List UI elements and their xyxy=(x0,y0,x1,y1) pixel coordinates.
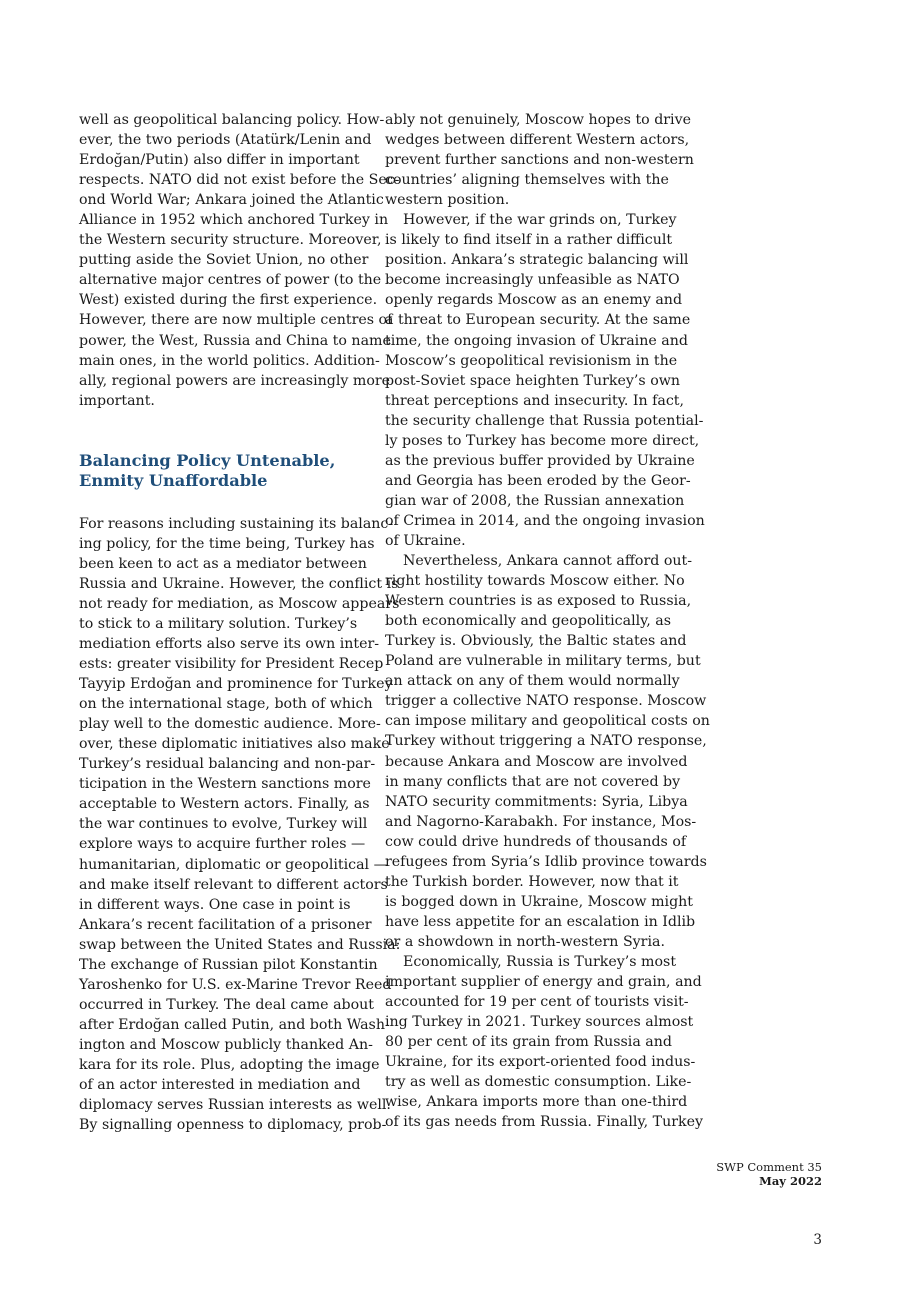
text-line: or a showdown in north-western Syria. xyxy=(385,933,665,950)
text-line: mediation efforts also serve its own inter- xyxy=(79,635,380,652)
right-paragraph-3 xyxy=(385,551,710,952)
text-line: prevent further sanctions and non-western xyxy=(385,152,694,169)
text-line: right hostility towards Moscow either. No xyxy=(385,573,685,590)
text-line: humanitarian, diplomatic or geopolitical — xyxy=(79,856,388,873)
text-line: on the international stage, both of which xyxy=(79,696,373,713)
text-line: ond World War; Ankara joined the Atlantic xyxy=(79,192,384,209)
text-line: because Ankara and Moscow are involved xyxy=(385,753,688,770)
text-line: Yaroshenko for U.S. ex-Marine Trevor Reed xyxy=(79,976,392,993)
text-line: time, the ongoing invasion of Ukraine and xyxy=(385,332,688,349)
text-line: ington and Moscow publicly thanked An- xyxy=(79,1036,373,1053)
text-line: in different ways. One case in point is xyxy=(79,896,351,913)
text-line: accounted for 19 per cent of tourists visit- xyxy=(385,994,689,1011)
text-line: have less appetite for an escalation in Idlib xyxy=(385,913,696,930)
footer-date: May 2022 xyxy=(759,1174,822,1188)
text-line: main ones, in the world politics. Addition- xyxy=(79,352,380,369)
text-line: of its gas needs from Russia. Finally, Turkey xyxy=(385,1114,703,1131)
text-line: the Western security structure. Moreover, xyxy=(79,232,382,249)
text-line: ably not genuinely, Moscow hopes to drive xyxy=(385,112,692,128)
text-line: a threat to European security. At the same xyxy=(385,312,691,329)
text-line: is likely to find itself in a rather difficult xyxy=(385,232,673,249)
text-line: Tayyip Erdoğan and prominence for Turkey xyxy=(79,676,393,693)
text-line: putting aside the Soviet Union, no other xyxy=(79,252,369,269)
text-line: after Erdoğan called Putin, and both Wash- xyxy=(79,1016,390,1033)
right-paragraph-4 xyxy=(385,952,703,1132)
text-line: Turkey without triggering a NATO response, xyxy=(385,733,707,750)
text-line: kara for its role. Plus, adopting the image xyxy=(79,1056,380,1073)
left-column xyxy=(79,110,401,1135)
text-line: threat perceptions and insecurity. In fact, xyxy=(385,392,684,409)
text-line: Ukraine, for its export-oriented food indus- xyxy=(385,1054,696,1071)
text-line: acceptable to Western actors. Finally, as xyxy=(79,796,370,813)
text-line: trigger a collective NATO response. Moscow xyxy=(385,693,707,710)
text-line: can impose military and geopolitical costs on xyxy=(385,713,710,730)
text-line: not ready for mediation, as Moscow appears xyxy=(79,595,400,612)
text-line: Western countries is as exposed to Russia, xyxy=(385,593,692,610)
section-heading-line: Enmity Unaffordable xyxy=(79,470,268,490)
text-line: important. xyxy=(79,392,155,409)
section-heading-line: Balancing Policy Untenable, xyxy=(79,450,336,470)
page-footer xyxy=(716,1160,822,1188)
text-line: West) existed during the first experience. xyxy=(79,292,378,309)
text-line: wedges between different Western actors, xyxy=(385,132,690,149)
text-line: Erdoğan/Putin) also differ in important xyxy=(79,152,360,169)
text-line: become increasingly unfeasible as NATO xyxy=(385,272,680,289)
text-line: Economically, Russia is Turkey’s most xyxy=(403,953,677,970)
text-line: Poland are vulnerable in military terms, but xyxy=(385,653,701,670)
text-line: try as well as domestic consumption. Like- xyxy=(385,1074,692,1091)
text-line: Alliance in 1952 which anchored Turkey in xyxy=(79,212,389,229)
text-line: The exchange of Russian pilot Konstantin xyxy=(79,956,378,973)
right-paragraph-2 xyxy=(385,210,705,551)
text-line: diplomacy serves Russian interests as well. xyxy=(79,1097,391,1114)
text-line: position. Ankara’s strategic balancing will xyxy=(385,252,689,269)
left-paragraph-2 xyxy=(79,514,401,1135)
text-line: important supplier of energy and grain, and xyxy=(385,974,702,991)
text-line: openly regards Moscow as an enemy and xyxy=(385,292,683,309)
text-line: been keen to act as a mediator between xyxy=(79,555,367,572)
text-line: However, there are now multiple centres of xyxy=(79,312,393,329)
text-line: Ankara’s recent facilitation of a prisoner xyxy=(79,916,372,933)
text-line: However, if the war grinds on, Turkey xyxy=(403,212,677,229)
text-line: NATO security commitments: Syria, Libya xyxy=(385,793,688,810)
text-line: over, these diplomatic initiatives also make xyxy=(79,736,390,753)
page-number: 3 xyxy=(813,1232,822,1248)
text-line: ly poses to Turkey has become more direct, xyxy=(385,432,700,449)
text-line: western position. xyxy=(385,192,510,209)
text-line: occurred in Turkey. The deal came about xyxy=(79,996,375,1013)
text-line: Russia and Ukraine. However, the conflict is xyxy=(79,575,399,592)
text-line: is bogged down in Ukraine, Moscow might xyxy=(385,893,693,910)
text-line: Turkey is. Obviously, the Baltic states and xyxy=(385,633,687,650)
text-line: By signalling openness to diplomacy, prob- xyxy=(79,1117,387,1134)
text-line: explore ways to acquire further roles — xyxy=(79,836,366,853)
text-line: For reasons including sustaining its balanc- xyxy=(79,515,394,532)
text-line: cow could drive hundreds of thousands of xyxy=(385,833,687,850)
text-line: the war continues to evolve, Turkey will xyxy=(79,816,368,833)
text-line: ever, the two periods (Atatürk/Lenin and xyxy=(79,132,372,149)
text-line: an attack on any of them would normally xyxy=(385,673,680,690)
text-line: well as geopolitical balancing policy. How- xyxy=(79,112,385,128)
text-line: gian war of 2008, the Russian annexation xyxy=(385,492,685,509)
text-line: alternative major centres of power (to the xyxy=(79,272,382,289)
text-line: play well to the domestic audience. More- xyxy=(79,716,381,733)
text-line: ing policy, for the time being, Turkey has xyxy=(79,535,375,552)
footer-series: SWP Comment 35 xyxy=(716,1160,822,1174)
text-line: both economically and geopolitically, as xyxy=(385,613,672,630)
text-line: wise, Ankara imports more than one-third xyxy=(385,1094,688,1111)
text-line: as the previous buffer provided by Ukraine xyxy=(385,452,695,469)
text-line: in many conflicts that are not covered by xyxy=(385,773,681,790)
text-line: Moscow’s geopolitical revisionism in the xyxy=(385,352,678,369)
right-paragraph-1 xyxy=(385,110,694,210)
left-paragraph-1 xyxy=(79,110,400,411)
text-line: Turkey’s residual balancing and non-par- xyxy=(79,756,376,773)
text-line: the Turkish border. However, now that it xyxy=(385,873,679,890)
text-line: ests: greater visibility for President Recep xyxy=(79,656,384,673)
text-line: 80 per cent of its grain from Russia and xyxy=(385,1034,672,1051)
text-line: refugees from Syria’s Idlib province towards xyxy=(385,853,707,870)
text-line: post-Soviet space heighten Turkey’s own xyxy=(385,372,681,389)
text-line: and Georgia has been eroded by the Geor- xyxy=(385,472,691,489)
text-line: and make itself relevant to different actors xyxy=(79,876,388,893)
text-line: Nevertheless, Ankara cannot afford out- xyxy=(403,553,693,570)
text-line: swap between the United States and Russia: xyxy=(79,936,401,953)
text-line: and Nagorno-Karabakh. For instance, Mos- xyxy=(385,813,697,830)
section-heading xyxy=(79,451,371,491)
text-line: the security challenge that Russia potential- xyxy=(385,412,704,429)
text-line: of Crimea in 2014, and the ongoing invasion xyxy=(385,512,705,529)
text-line: ing Turkey in 2021. Turkey sources almost xyxy=(385,1014,694,1031)
text-line: countries’ aligning themselves with the xyxy=(385,172,669,189)
right-column xyxy=(385,110,710,1132)
text-line: of Ukraine. xyxy=(385,532,466,549)
text-line: ticipation in the Western sanctions more xyxy=(79,776,371,793)
text-line: to stick to a military solution. Turkey’s xyxy=(79,615,358,632)
text-line: respects. NATO did not exist before the Sec- xyxy=(79,172,400,189)
text-line: power, the West, Russia and China to name xyxy=(79,332,391,349)
text-line: of an actor interested in mediation and xyxy=(79,1077,361,1094)
text-line: ally, regional powers are increasingly more xyxy=(79,372,391,389)
